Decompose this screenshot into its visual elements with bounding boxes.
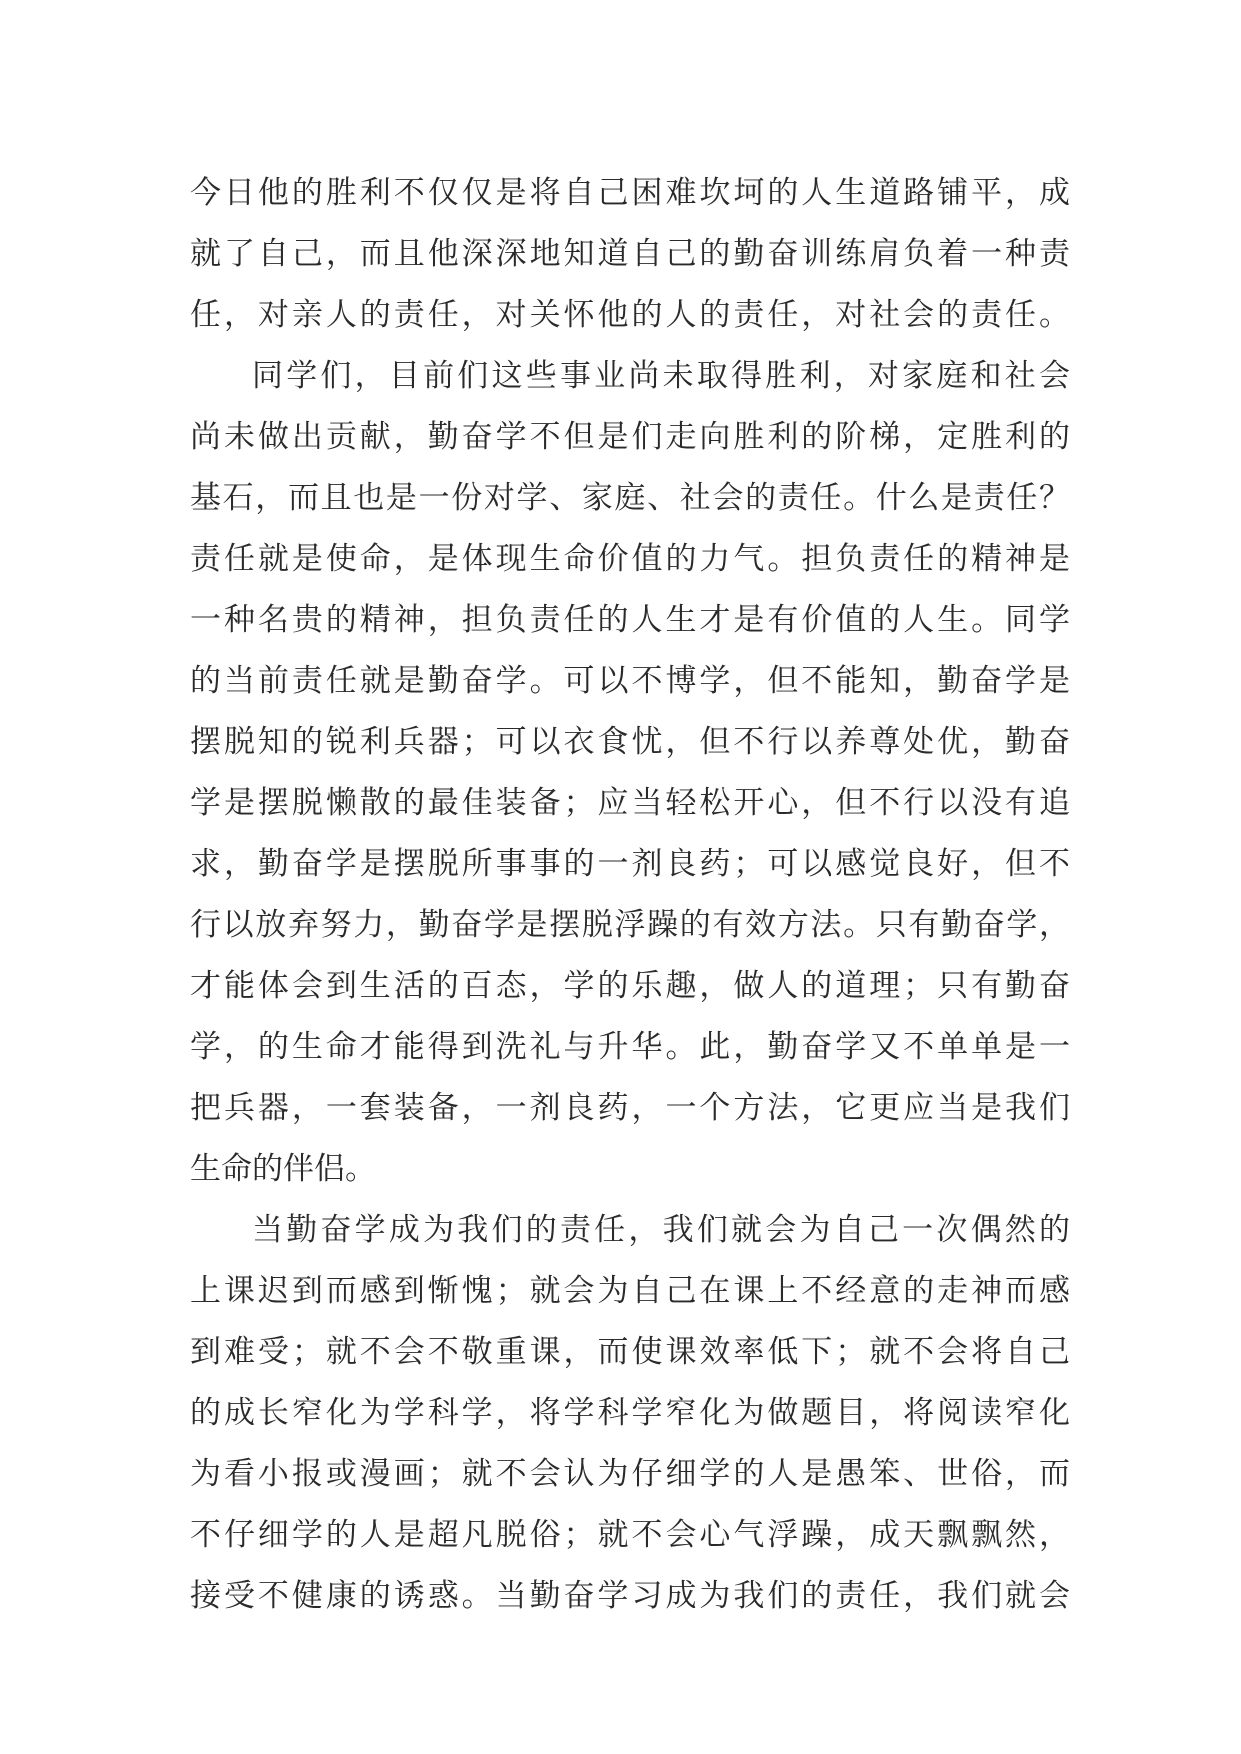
text-line: 到难受；就不会不敬重课，而使课效率低下；就不会将自己 — [190, 1334, 1070, 1370]
text-line: 行以放弃努力，勤奋学是摆脱浮躁的有效方法。只有勤奋学， — [190, 907, 1070, 943]
body-text — [190, 163, 1070, 1627]
text-line: 同学们，目前们这些事业尚未取得胜利，对家庭和社会 — [252, 358, 1070, 394]
text-line: 基石，而且也是一份对学、家庭、社会的责任。什么是责任？ — [190, 480, 1070, 516]
text-line: 学是摆脱懒散的最佳装备；应当轻松开心，但不行以没有追 — [190, 785, 1070, 821]
text-line: 接受不健康的诱惑。当勤奋学习成为我们的责任，我们就会 — [190, 1578, 1070, 1614]
text-line: 为看小报或漫画；就不会认为仔细学的人是愚笨、世俗，而 — [190, 1456, 1070, 1492]
text-line: 生命的伴侣。 — [190, 1151, 376, 1187]
paragraph-2 — [190, 346, 1070, 1200]
text-line: 摆脱知的锐利兵器；可以衣食忧，但不行以养尊处优，勤奋 — [190, 724, 1070, 760]
text-line: 责任就是使命，是体现生命价值的力气。担负责任的精神是 — [190, 541, 1070, 577]
text-line: 求，勤奋学是摆脱所事事的一剂良药；可以感觉良好，但不 — [190, 846, 1070, 882]
text-line: 学，的生命才能得到洗礼与升华。此，勤奋学又不单单是一 — [190, 1029, 1070, 1065]
text-line: 的成长窄化为学科学，将学科学窄化为做题目，将阅读窄化 — [190, 1395, 1070, 1431]
text-line: 当勤奋学成为我们的责任，我们就会为自己一次偶然的 — [252, 1212, 1070, 1248]
text-line: 才能体会到生活的百态，学的乐趣，做人的道理；只有勤奋 — [190, 968, 1070, 1004]
text-line: 的当前责任就是勤奋学。可以不博学，但不能知，勤奋学是 — [190, 663, 1070, 699]
text-line: 任，对亲人的责任，对关怀他的人的责任，对社会的责任。 — [190, 297, 1070, 333]
text-line: 一种名贵的精神，担负责任的人生才是有价值的人生。同学 — [190, 602, 1070, 638]
text-line: 就了自己，而且他深深地知道自己的勤奋训练肩负着一种责 — [190, 236, 1070, 272]
text-line: 上课迟到而感到惭愧；就会为自己在课上不经意的走神而感 — [190, 1273, 1070, 1309]
text-line: 不仔细学的人是超凡脱俗；就不会心气浮躁，成天飘飘然， — [190, 1517, 1070, 1553]
text-line: 尚未做出贡献，勤奋学不但是们走向胜利的阶梯，定胜利的 — [190, 419, 1070, 455]
text-line: 把兵器，一套装备，一剂良药，一个方法，它更应当是我们 — [190, 1090, 1070, 1126]
paragraph-1 — [190, 163, 1070, 346]
text-line: 今日他的胜利不仅仅是将自己困难坎坷的人生道路铺平，成 — [190, 175, 1070, 211]
paragraph-3 — [190, 1200, 1070, 1627]
